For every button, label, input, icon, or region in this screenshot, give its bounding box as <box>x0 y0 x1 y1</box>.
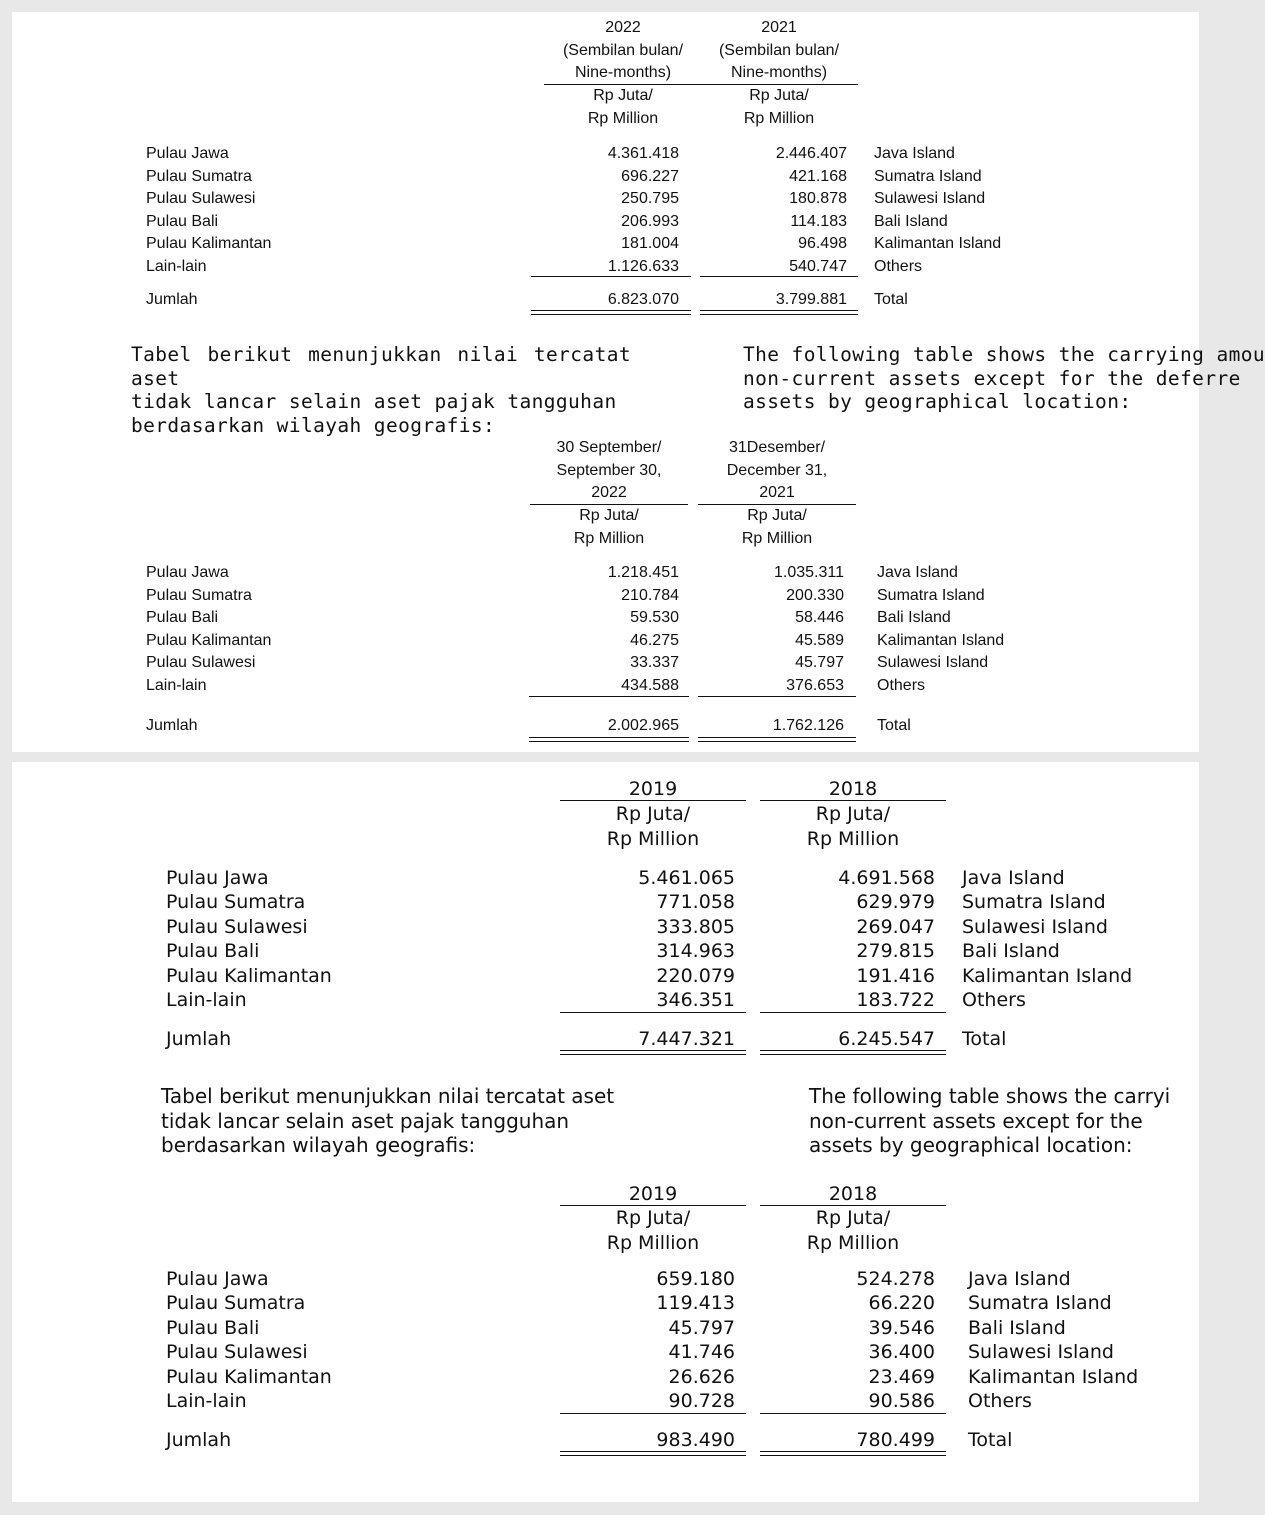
value-prior: 39.546 <box>868 1316 935 1339</box>
total-label: Jumlah <box>146 717 198 734</box>
row-label-en: Sulawesi Island <box>968 1341 1114 1364</box>
value-current: 333.805 <box>656 915 735 938</box>
unit-label: Rp Juta/ <box>815 1207 891 1229</box>
total-double-rule <box>531 310 691 315</box>
row-label-en: Others <box>877 676 926 694</box>
row-label: Pulau Sulawesi <box>166 915 308 938</box>
value-prior: 200.330 <box>786 586 844 604</box>
unit-label: Rp Juta/ <box>593 87 653 104</box>
row-label: Pulau Sumatra <box>166 1292 306 1315</box>
unit-label-en: Rp Million <box>573 529 645 547</box>
subtotal-rule <box>700 276 858 277</box>
value-current: 5.461.065 <box>638 867 735 889</box>
total-double-rule <box>760 1050 946 1055</box>
row-label-en: Java Island <box>962 867 1065 889</box>
value-current: 90.728 <box>668 1390 735 1412</box>
header-date-en: December 31, <box>726 461 828 479</box>
row-label-en: Sumatra Island <box>874 167 982 185</box>
subtotal-rule <box>529 696 689 697</box>
header-rule <box>760 800 946 801</box>
value-prior: 4.691.568 <box>838 867 935 889</box>
paragraph-id <box>131 343 631 437</box>
value-current: 1.218.451 <box>607 564 679 581</box>
row-label-en: Sumatra Island <box>968 1292 1112 1315</box>
row-label: Pulau Sulawesi <box>166 1341 308 1364</box>
unit-label: Rp Juta/ <box>815 803 891 825</box>
row-label: Lain-lain <box>146 676 207 694</box>
row-label-en: Kalimantan Island <box>874 235 1002 252</box>
total-double-rule <box>560 1050 746 1055</box>
unit-label-en: Rp Million <box>806 828 900 850</box>
paragraph-en <box>809 1084 1209 1158</box>
value-prior: 2.446.407 <box>775 145 847 162</box>
total-label-en: Total <box>968 1429 1013 1451</box>
value-current: 220.079 <box>656 964 735 987</box>
paragraph-line: Tabel berikut menunjukkan nilai tercatat aset <box>131 343 631 390</box>
value-current: 314.963 <box>656 940 735 963</box>
row-label: Pulau Sumatra <box>166 891 306 914</box>
row-label-en: Others <box>968 1390 1032 1412</box>
bottom-document-panel <box>12 762 1199 1502</box>
value-prior: 66.220 <box>868 1292 935 1315</box>
unit-label-en: Rp Million <box>741 529 813 547</box>
value-current: 33.337 <box>630 654 679 671</box>
row-label: Pulau Bali <box>146 609 219 626</box>
value-prior: 183.722 <box>856 989 935 1011</box>
column-header-2018 <box>760 1183 946 1206</box>
header-year: 2021 <box>759 484 795 501</box>
value-current: 4.361.418 <box>607 145 679 162</box>
row-label: Pulau Kalimantan <box>146 235 272 252</box>
row-label-en: Bali Island <box>962 940 1060 963</box>
value-current: 659.180 <box>656 1268 735 1290</box>
paragraph-line: tidak lancar selain aset pajak tangguhan <box>161 1108 570 1133</box>
column-header-2018 <box>760 778 946 801</box>
row-label-en: Others <box>962 989 1026 1011</box>
unit-label: Rp Juta/ <box>749 87 809 104</box>
subtotal-rule <box>760 1413 946 1414</box>
paragraph-line: assets by geographical location: <box>743 390 1132 413</box>
paragraph-en <box>743 343 1265 414</box>
value-current: 26.626 <box>668 1365 735 1388</box>
paragraph-line: The following table shows the carrying amou <box>743 343 1265 366</box>
row-label-en: Bali Island <box>874 212 948 230</box>
unit-header-2021 <box>700 85 858 130</box>
total-prior: 3.799.881 <box>775 291 847 308</box>
value-current: 434.588 <box>621 676 679 694</box>
paragraph-line: tidak lancar selain aset pajak tangguhan <box>131 390 617 413</box>
row-label-en: Sulawesi Island <box>877 654 989 671</box>
value-current: 696.227 <box>621 167 679 185</box>
value-prior: 58.446 <box>795 609 844 626</box>
table-revenue-by-region <box>12 145 1199 308</box>
row-label: Pulau Kalimantan <box>146 631 272 649</box>
total-label: Jumlah <box>166 1429 232 1451</box>
total-double-rule <box>560 1451 746 1456</box>
unit-label: Rp Juta/ <box>615 1207 691 1229</box>
row-label: Pulau Bali <box>166 1316 260 1339</box>
unit-label-en: Rp Million <box>606 828 700 850</box>
row-label-en: Others <box>874 257 923 275</box>
subtotal-rule <box>760 1012 946 1013</box>
row-label-en: Sumatra Island <box>877 586 985 604</box>
column-header-2022 <box>544 17 702 85</box>
row-label: Pulau Sulawesi <box>146 654 256 671</box>
header-rule <box>560 800 746 801</box>
value-current: 250.795 <box>621 190 679 207</box>
header-date: 30 September/ <box>556 439 662 456</box>
total-current: 7.447.321 <box>638 1028 735 1050</box>
value-prior: 90.586 <box>868 1390 935 1412</box>
value-current: 41.746 <box>668 1341 735 1364</box>
header-year: 2018 <box>828 778 878 800</box>
subtotal-rule <box>560 1012 746 1013</box>
paragraph-line: assets by geographical location: <box>809 1133 1133 1157</box>
paragraph-line: berdasarkan wilayah geografis: <box>161 1133 476 1157</box>
value-current: 45.797 <box>668 1316 735 1339</box>
unit-label: Rp Juta/ <box>579 507 639 524</box>
row-label-en: Bali Island <box>968 1316 1066 1339</box>
header-date: 31Desember/ <box>728 439 826 456</box>
header-period: (Sembilan bulan/ <box>562 41 684 59</box>
table-revenue-2019 <box>12 867 1199 1057</box>
unit-label-en: Rp Million <box>806 1232 900 1254</box>
row-label: Lain-lain <box>166 1390 247 1412</box>
row-label: Pulau Sumatra <box>146 586 252 604</box>
row-label-en: Java Island <box>877 564 958 581</box>
unit-header-dec-2021 <box>698 505 856 550</box>
total-double-rule <box>760 1451 946 1456</box>
header-period: (Sembilan bulan/ <box>718 41 840 59</box>
header-year: 2022 <box>605 19 641 36</box>
column-header-dec-2021 <box>698 437 856 505</box>
paragraph-line: non-current assets except for the deferre <box>743 366 1241 390</box>
header-period-en: Nine-months) <box>574 64 672 81</box>
row-label-en: Kalimantan Island <box>968 1365 1139 1388</box>
value-prior: 279.815 <box>856 940 935 963</box>
unit-label: Rp Juta/ <box>747 507 807 524</box>
value-current: 59.530 <box>630 609 679 626</box>
table-noncurrent-assets-by-region <box>12 564 1199 734</box>
row-label: Pulau Jawa <box>166 867 269 889</box>
value-prior: 96.498 <box>798 235 847 252</box>
value-prior: 45.797 <box>795 654 844 671</box>
row-label: Pulau Sulawesi <box>146 190 256 207</box>
column-header-2019 <box>560 778 746 801</box>
value-prior: 191.416 <box>856 964 935 987</box>
value-current: 181.004 <box>621 235 679 252</box>
value-prior: 540.747 <box>789 257 847 275</box>
total-label-en: Total <box>874 291 908 308</box>
value-current: 1.126.633 <box>607 257 679 275</box>
row-label: Pulau Bali <box>166 940 260 963</box>
unit-header-2022 <box>544 85 702 130</box>
row-label-en: Kalimantan Island <box>962 964 1133 987</box>
row-label: Pulau Kalimantan <box>166 1365 332 1388</box>
total-prior: 1.762.126 <box>772 717 844 734</box>
total-prior: 6.245.547 <box>838 1028 935 1050</box>
header-year: 2018 <box>828 1183 878 1205</box>
row-label-en: Sulawesi Island <box>962 915 1108 938</box>
row-label-en: Sulawesi Island <box>874 190 986 207</box>
value-current: 210.784 <box>621 586 679 604</box>
value-current: 206.993 <box>621 212 679 230</box>
subtotal-rule <box>698 696 856 697</box>
row-label: Lain-lain <box>166 989 247 1011</box>
paragraph-line: The following table shows the carryi <box>809 1084 1171 1108</box>
total-label: Jumlah <box>146 291 198 308</box>
value-current: 119.413 <box>656 1292 735 1315</box>
unit-header-2018 <box>760 1206 946 1256</box>
total-current: 983.490 <box>656 1429 735 1451</box>
value-current: 346.351 <box>656 989 735 1011</box>
value-prior: 1.035.311 <box>774 564 844 581</box>
row-label-en: Kalimantan Island <box>877 631 1005 649</box>
row-label: Pulau Jawa <box>166 1268 269 1290</box>
unit-label-en: Rp Million <box>587 109 659 127</box>
row-label: Pulau Kalimantan <box>166 964 332 987</box>
header-date-en: September 30, <box>556 461 662 479</box>
row-label-en: Java Island <box>874 145 955 162</box>
total-label-en: Total <box>962 1028 1007 1050</box>
header-year: 2022 <box>591 484 627 501</box>
subtotal-rule <box>531 276 691 277</box>
value-prior: 180.878 <box>789 190 847 207</box>
total-current: 2.002.965 <box>607 717 679 734</box>
paragraph-line: Tabel berikut menunjukkan nilai tercatat aset <box>161 1084 615 1108</box>
unit-label-en: Rp Million <box>606 1232 700 1254</box>
value-prior: 524.278 <box>856 1268 935 1290</box>
column-header-2019 <box>560 1183 746 1206</box>
row-label-en: Sumatra Island <box>962 891 1106 914</box>
header-year: 2019 <box>628 1183 678 1205</box>
row-label: Lain-lain <box>146 257 207 275</box>
row-label: Pulau Sumatra <box>146 167 252 185</box>
value-prior: 36.400 <box>868 1341 935 1364</box>
value-current: 771.058 <box>656 891 735 914</box>
total-current: 6.823.070 <box>607 291 679 308</box>
value-prior: 45.589 <box>795 631 844 649</box>
paragraph-line: non-current assets except for the <box>809 1108 1143 1133</box>
total-double-rule <box>529 737 689 742</box>
unit-header-2019 <box>560 802 746 852</box>
total-prior: 780.499 <box>856 1429 935 1451</box>
subtotal-rule <box>560 1413 746 1414</box>
value-current: 46.275 <box>630 631 679 649</box>
value-prior: 421.168 <box>789 167 847 185</box>
value-prior: 269.047 <box>856 915 935 938</box>
unit-label-en: Rp Million <box>743 109 815 127</box>
value-prior: 23.469 <box>868 1365 935 1388</box>
unit-label: Rp Juta/ <box>615 803 691 825</box>
unit-header-sep-2022 <box>530 505 688 550</box>
value-prior: 114.183 <box>790 212 847 230</box>
unit-header-2019 <box>560 1206 746 1256</box>
row-label: Pulau Jawa <box>146 564 229 581</box>
header-period-en: Nine-months) <box>730 64 828 81</box>
header-year: 2021 <box>761 19 797 36</box>
row-label: Pulau Jawa <box>146 145 229 162</box>
column-header-sep-2022 <box>530 437 688 505</box>
total-double-rule <box>700 310 858 315</box>
header-year: 2019 <box>628 778 678 800</box>
column-header-2021 <box>700 17 858 85</box>
value-prior: 376.653 <box>786 676 844 694</box>
row-label-en: Bali Island <box>877 609 951 626</box>
paragraph-line: berdasarkan wilayah geografis: <box>131 413 496 437</box>
total-label: Jumlah <box>166 1028 232 1050</box>
row-label-en: Java Island <box>968 1268 1071 1290</box>
unit-header-2018 <box>760 802 946 852</box>
top-document-panel <box>12 12 1265 752</box>
paragraph-id <box>161 1084 691 1158</box>
row-label: Pulau Bali <box>146 212 219 230</box>
total-label-en: Total <box>877 717 911 734</box>
table-noncurrent-assets-2019 <box>12 1268 1199 1458</box>
total-double-rule <box>698 737 856 742</box>
value-prior: 629.979 <box>856 891 935 914</box>
